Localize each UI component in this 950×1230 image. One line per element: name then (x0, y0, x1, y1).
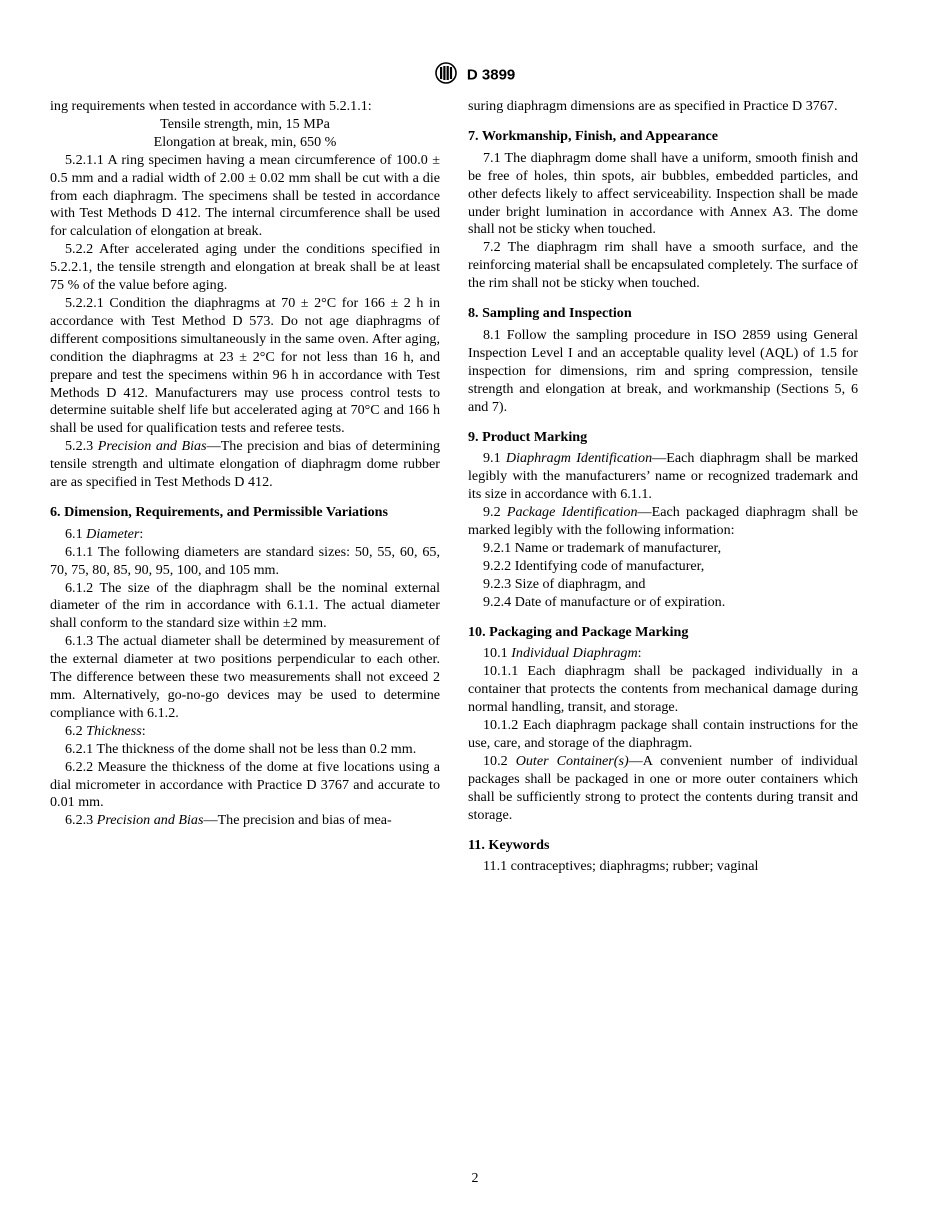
right-column (468, 98, 858, 876)
list-item: 9.2.3 Size of diaphragm, and (483, 575, 646, 592)
section-heading-9: 9. Product Marking (468, 428, 588, 445)
paragraph-6-2-1: 6.2.1 The thickness of the dome shall not be less than 0.2 mm. (65, 740, 417, 757)
paragraph-8-1: 8.1 Follow the sampling procedure in ISO 2859 using General Inspection Level I and an acceptable quality level (AQL) of 1.5 for inspection for dimensions, rim and spring compression, tensile strength and elongation at break, and workmanship (Sections 5, 6 and 7). (468, 326, 858, 415)
standard-designation: D 3899 (466, 66, 516, 84)
paragraph-9-1: 9.1 Diaphragm Identification—Each diaphragm shall be marked legibly with the manufacturers’ name or recognized trademark and its size in accordance with 6.1.1. (468, 450, 858, 503)
astm-logo-icon (435, 62, 457, 88)
section-heading-8: 8. Sampling and Inspection (468, 305, 632, 322)
tensile-requirement: Tensile strength, min, 15 MPa (160, 115, 330, 132)
paragraph-10-1-1: 10.1.1 Each diaphragm shall be packaged individually in a container that protects the contents from mechanical damage during normal handling, transit, and storage. (468, 663, 858, 716)
paragraph-5-2-3: 5.2.3 Precision and Bias—The precision and bias of determining tensile strength and ultimate elongation of diaphragm dome rubber are as specified in Test Methods D 412. (50, 438, 440, 491)
left-column (50, 98, 440, 830)
paragraph-continued: suring diaphragm dimensions are as specified in Practice D 3767. (468, 98, 838, 114)
section-heading-7: 7. Workmanship, Finish, and Appearance (468, 127, 718, 144)
paragraph-6-1-1: 6.1.1 The following diameters are standard sizes: 50, 55, 60, 65, 70, 75, 80, 85, 90, 95, 100, and 105 mm. (50, 543, 440, 578)
list-item: 9.2.4 Date of manufacture or of expiration. (483, 593, 726, 610)
section-heading-10: 10. Packaging and Package Marking (468, 623, 689, 640)
paragraph-10-2: 10.2 Outer Container(s)—A convenient number of individual packages shall be packaged in one or more outer containers which shall be sufficiently strong to protect the contents during transit and storage. (468, 752, 858, 823)
list-item: 9.2.2 Identifying code of manufacturer, (483, 557, 705, 574)
list-item: 9.2.1 Name or trademark of manufacturer, (483, 539, 722, 556)
paragraph-6-1: 6.1 Diameter: (65, 525, 144, 542)
paragraph-5-2-1-1: 5.2.1.1 A ring specimen having a mean circumference of 100.0 ± 0.5 mm and a radial width of 2.00 ± 0.02 mm shall be cut with a die from each diaphragm. The specimens shall be tested in accordance with Test Methods D 412. The internal circumference shall be used for calculation of elongation at break. (50, 151, 440, 240)
elongation-requirement: Elongation at break, min, 650 % (153, 133, 337, 150)
paragraph-11-1: 11.1 contraceptives; diaphragms; rubber; vaginal (483, 858, 759, 875)
paragraph-6-2: 6.2 Thickness: (65, 722, 146, 739)
page-header (0, 62, 950, 88)
paragraph-9-2: 9.2 Package Identification—Each packaged diaphragm shall be marked legibly with the following information: (468, 504, 858, 539)
paragraph-6-2-2: 6.2.2 Measure the thickness of the dome at five locations using a dial micrometer in accordance with Practice D 3767 and accurate to 0.01 mm. (50, 758, 440, 811)
paragraph-6-2-3: 6.2.3 Precision and Bias—The precision and bias of mea- (65, 812, 392, 829)
section-heading-6: 6. Dimension, Requirements, and Permissible Variations (50, 503, 389, 520)
paragraph-10-1-2: 10.1.2 Each diaphragm package shall contain instructions for the use, care, and storage of the diaphragm. (468, 717, 858, 751)
paragraph-7-2: 7.2 The diaphragm rim shall have a smooth surface, and the reinforcing material shall be encapsulated completely. The surface of the rim shall not be sticky when touched. (468, 239, 858, 292)
paragraph-10-1: 10.1 Individual Diaphragm: (483, 645, 642, 662)
paragraph-5-2-2: 5.2.2 After accelerated aging under the conditions specified in 5.2.2.1, the tensile strength and elongation at break shall be at least 75 % of the value before aging. (50, 241, 440, 294)
paragraph-6-1-3: 6.1.3 The actual diameter shall be determined by measurement of the external diameter at two positions perpendicular to each other. The difference between these two measurements shall not exceed 2 mm. Alternatively, go-no-go devices may be used to determine compliance with 6.1.2. (50, 633, 440, 721)
section-heading-11: 11. Keywords (468, 836, 550, 853)
paragraph-6-1-2: 6.1.2 The size of the diaphragm shall be the nominal external diameter of the rim in accordance with 6.1.1. The actual diameter shall conform to the standard size within ±2 mm. (50, 579, 440, 632)
paragraph-5-2-2-1: 5.2.2.1 Condition the diaphragms at 70 ± 2°C for 166 ± 2 h in accordance with Test Method D 573. Do not age diaphragms of different compositions simultaneously in the same oven. After aging, condition the diaphragms at 23 ± 2°C for not less than 16 h, and prepare and test the specimens within 96 h in accordance with Test Methods D 412. Manufacturers may use process control tests to determine suitable shelf life but accelerated aging at 70°C and 166 h shall be used for qualification tests and referee tests. (50, 294, 440, 437)
paragraph-7-1: 7.1 The diaphragm dome shall have a uniform, smooth finish and be free of holes, thin spots, air bubbles, embedded particles, and other defects likely to affect serviceability. Inspection shall be made under bright lumination in accordance with Annex A3. The dome shall not be sticky when touched. (468, 149, 858, 238)
page-number: 2 (471, 1171, 479, 1186)
paragraph: ing requirements when tested in accordance with 5.2.1.1: (50, 98, 372, 114)
